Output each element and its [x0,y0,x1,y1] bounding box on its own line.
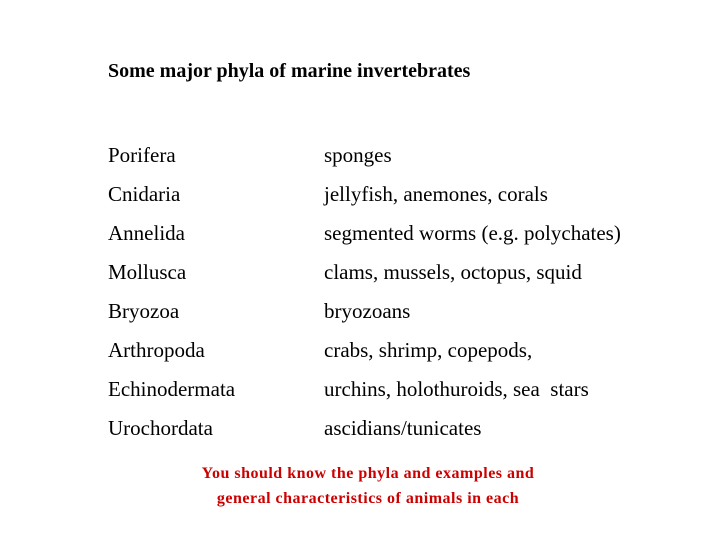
phylum-row [108,214,688,253]
slide-title: Some major phyla of marine invertebrates [108,60,471,82]
phylum-name: Bryozoa [108,299,180,323]
phylum-name: Annelida [108,221,185,245]
study-note [0,461,720,511]
phylum-examples: jellyfish, anemones, corals [324,182,548,206]
phylum-row [108,409,688,448]
phylum-examples: sponges [324,143,392,167]
phylum-examples: bryozoans [324,299,411,323]
phylum-row [108,253,688,292]
phylum-examples: clams, mussels, octopus, squid [324,260,582,284]
phylum-examples: ascidians/tunicates [324,416,482,440]
phylum-name: Mollusca [108,260,187,284]
phylum-name: Porifera [108,143,176,167]
phylum-row [108,175,688,214]
phyla-table [108,136,688,448]
phylum-name: Urochordata [108,416,213,440]
phylum-name: Arthropoda [108,338,205,362]
phylum-name: Echinodermata [108,377,236,401]
phylum-examples: urchins, holothuroids, sea stars [324,377,589,401]
phylum-row [108,292,688,331]
phylum-name: Cnidaria [108,182,181,206]
phylum-row [108,331,688,370]
phylum-row [108,370,688,409]
study-note-line: general characteristics of animals in each [216,490,520,507]
phylum-row [108,136,688,175]
phylum-examples: crabs, shrimp, copepods, [324,338,533,362]
study-note-line: You should know the phyla and examples and [201,465,535,482]
phylum-examples: segmented worms (e.g. polychates) [324,221,621,245]
